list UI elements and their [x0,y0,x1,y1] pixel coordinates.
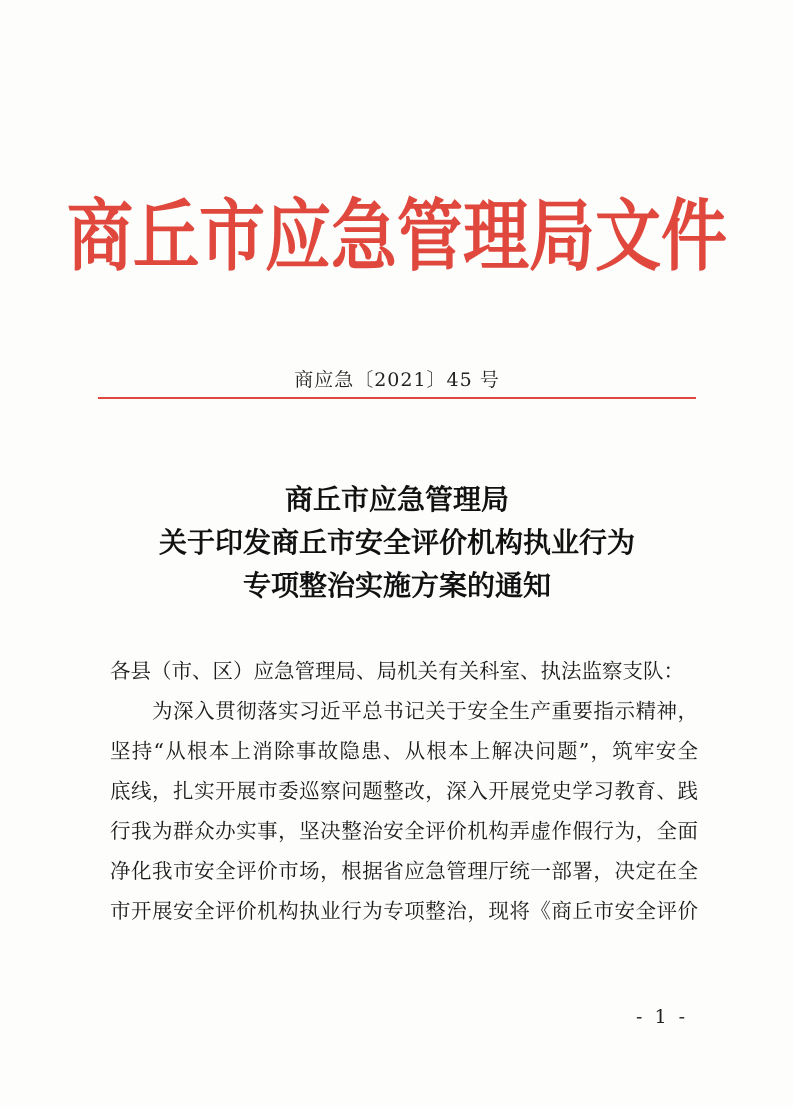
title-line-2: 关于印发商丘市安全评价机构执业行为 [158,526,635,559]
red-separator-line [98,397,696,399]
document-body [110,651,698,931]
paragraph-line-4: 行我为群众办实事，坚决整治安全评价机构弄虚作假行为，全面 [110,819,698,843]
salutation: 各县（市、区）应急管理局、局机关有关科室、执法监察支队： [110,659,684,683]
paragraph-line-6: 市开展安全评价机构执业行为专项整治，现将《商丘市安全评价 [110,899,698,923]
title-line-3: 专项整治实施方案的通知 [242,569,551,602]
document-title [40,478,754,607]
paragraph-line-2: 坚持“从根本上消除事故隐患、从根本上解决问题”，筑牢安全 [110,739,698,763]
paragraph-line-5: 净化我市安全评价市场，根据省应急管理厅统一部署，决定在全 [110,859,698,883]
title-line-1: 商丘市应急管理局 [284,483,509,516]
paragraph-line-1: 为深入贯彻落实习近平总书记关于安全生产重要指示精神， [110,699,698,723]
masthead-title: 商丘市应急管理局文件 [67,190,727,282]
page-number: - 1 - [636,1006,689,1028]
document-number: 商应急〔2021〕45 号 [294,369,500,391]
paragraph-line-3: 底线，扎实开展市委巡察问题整改，深入开展党史学习教育、践 [110,779,698,803]
